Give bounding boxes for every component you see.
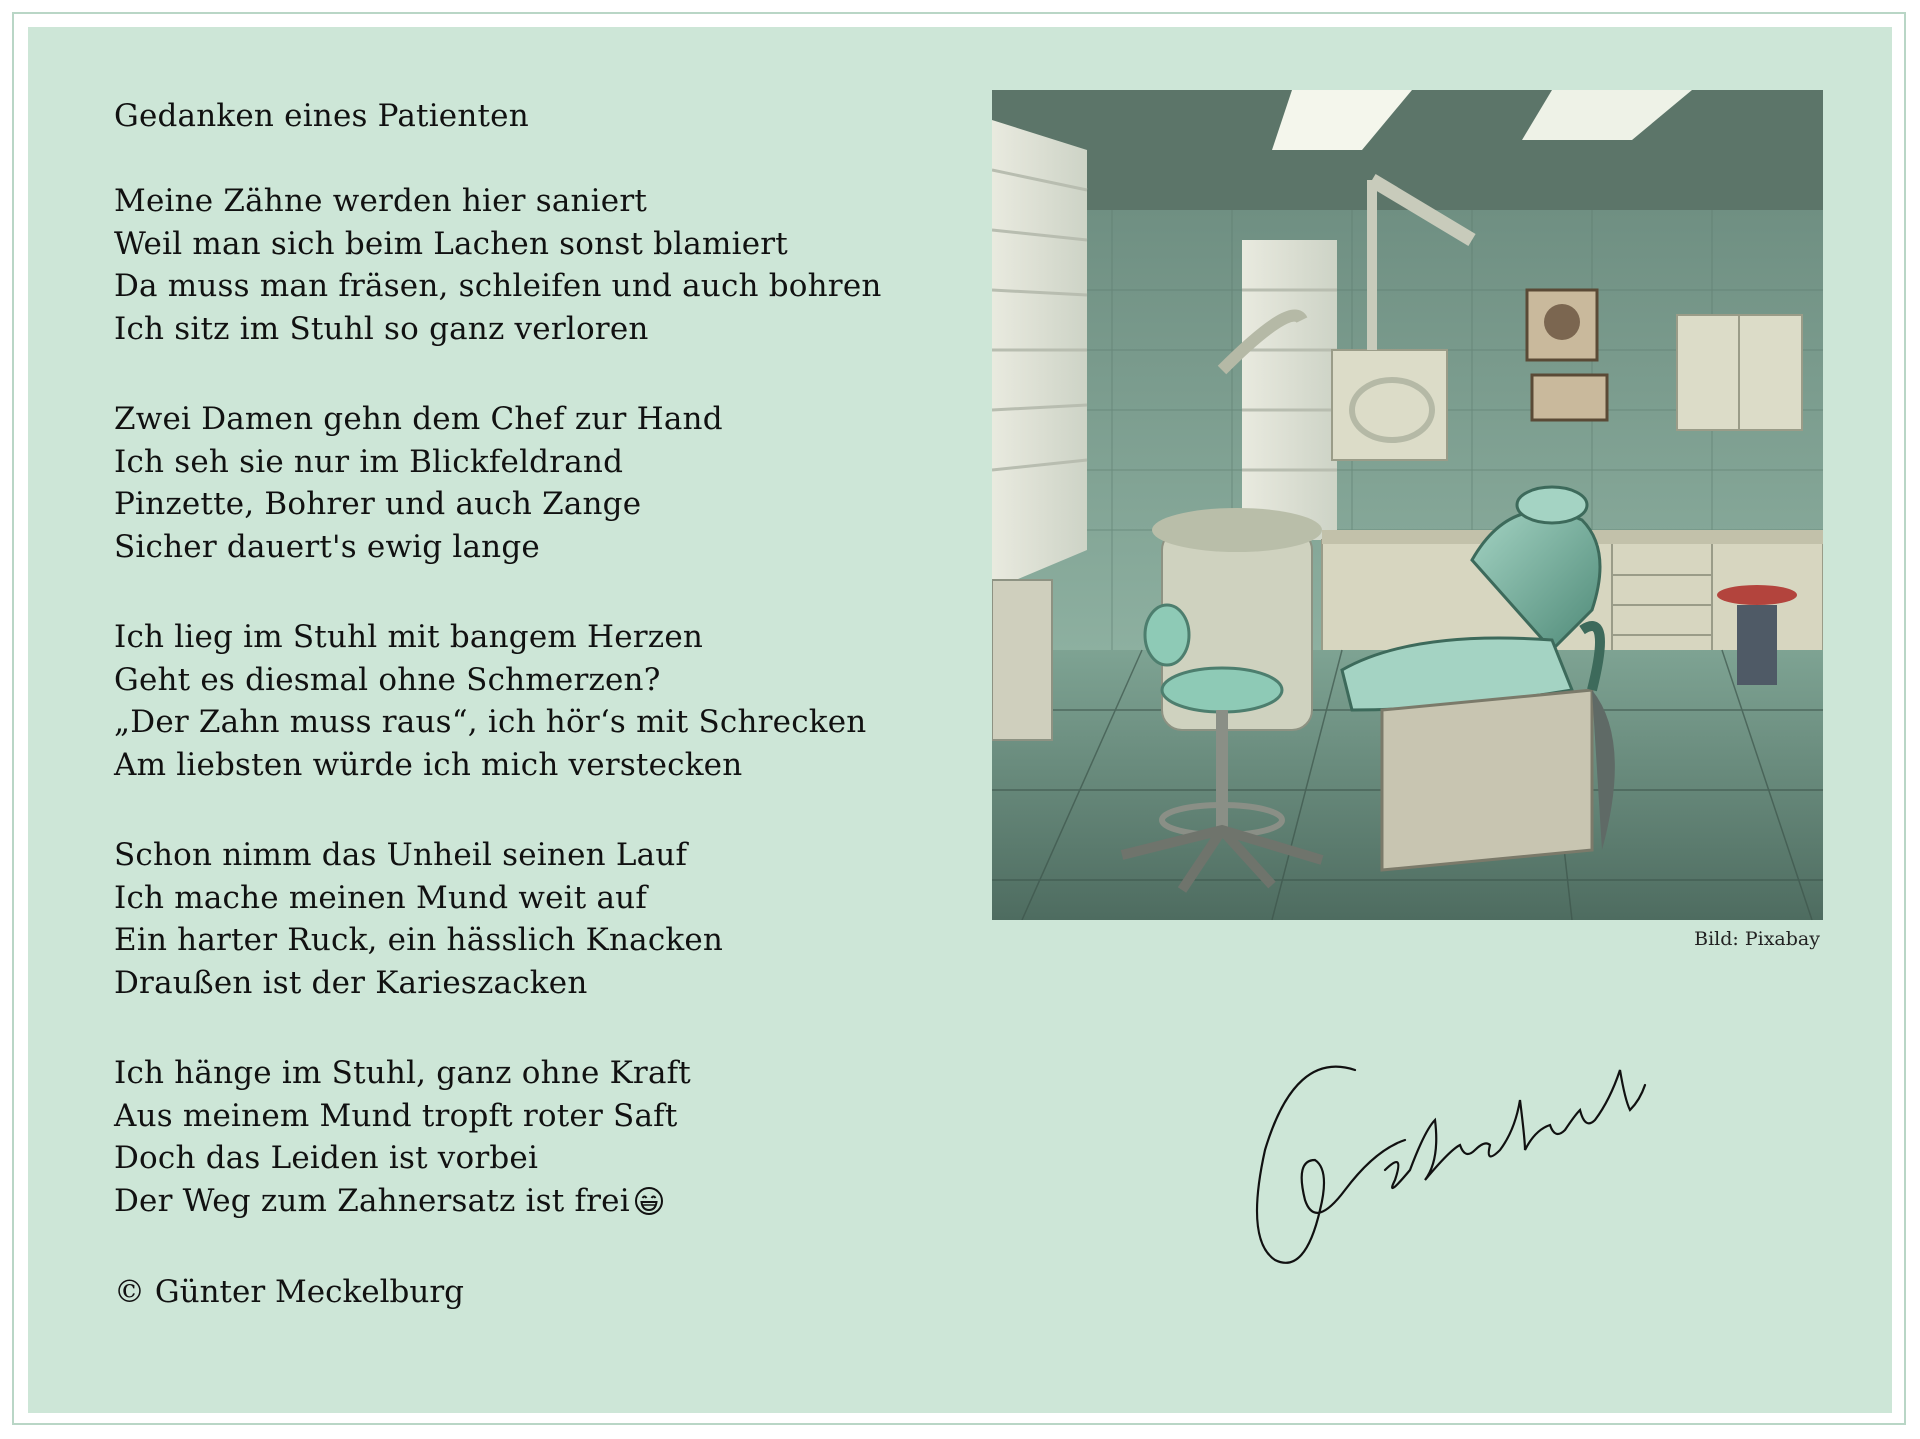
stanza-4 (114, 834, 974, 1004)
image-credit: Bild: Pixabay (1694, 928, 1820, 950)
poem-line: Aus meinem Mund tropft roter Saft (114, 1097, 678, 1134)
poem-line: Ich seh sie nur im Blickfeldrand (114, 443, 624, 480)
poem-line: Doch das Leiden ist vorbei (114, 1140, 539, 1176)
poem-line: Da muss man fräsen, schleifen und auch bohren (114, 268, 882, 304)
poem-line: Ich mache meinen Mund weit auf (114, 879, 648, 916)
poem-line: Am liebsten würde ich mich verstecken (114, 746, 743, 783)
signature-logo (1235, 1030, 1655, 1290)
copyright: © Günter Meckelburg (114, 1274, 464, 1310)
stanza-3 (114, 616, 974, 786)
poem-line: Schon nimm das Unheil seinen Lauf (114, 837, 688, 873)
poem-line-last (114, 1180, 974, 1223)
poem-line: Geht es diesmal ohne Schmerzen? (114, 661, 661, 698)
poem-line: „Der Zahn muss raus“, ich hör‘s mit Schrecken (114, 704, 867, 740)
poem-line: Pinzette, Bohrer und auch Zange (114, 486, 642, 522)
stanza-2 (114, 398, 974, 568)
poem-line: Meine Zähne werden hier saniert (114, 183, 648, 219)
poem-title: Gedanken eines Patienten (114, 98, 529, 134)
poem (114, 94, 974, 1314)
dental-office-image (992, 90, 1823, 920)
poem-line: Draußen ist der Karieszacken (114, 964, 588, 1001)
poem-line: Weil man sich beim Lachen sonst blamiert (114, 225, 788, 262)
grinning-face-icon (634, 1185, 664, 1215)
poem-line: Sicher dauert's ewig lange (114, 528, 540, 565)
stanza-5 (114, 1052, 974, 1222)
poem-line: Zwei Damen gehn dem Chef zur Hand (114, 401, 723, 437)
poem-line: Ich hänge im Stuhl, ganz ohne Kraft (114, 1055, 691, 1091)
poem-line-text: Der Weg zum Zahnersatz ist frei (114, 1182, 630, 1219)
poem-line: Ich lieg im Stuhl mit bangem Herzen (114, 619, 704, 655)
poem-line: Ein harter Ruck, ein hässlich Knacken (114, 922, 724, 958)
stanza-1 (114, 180, 974, 350)
poem-line: Ich sitz im Stuhl so ganz verloren (114, 310, 649, 347)
